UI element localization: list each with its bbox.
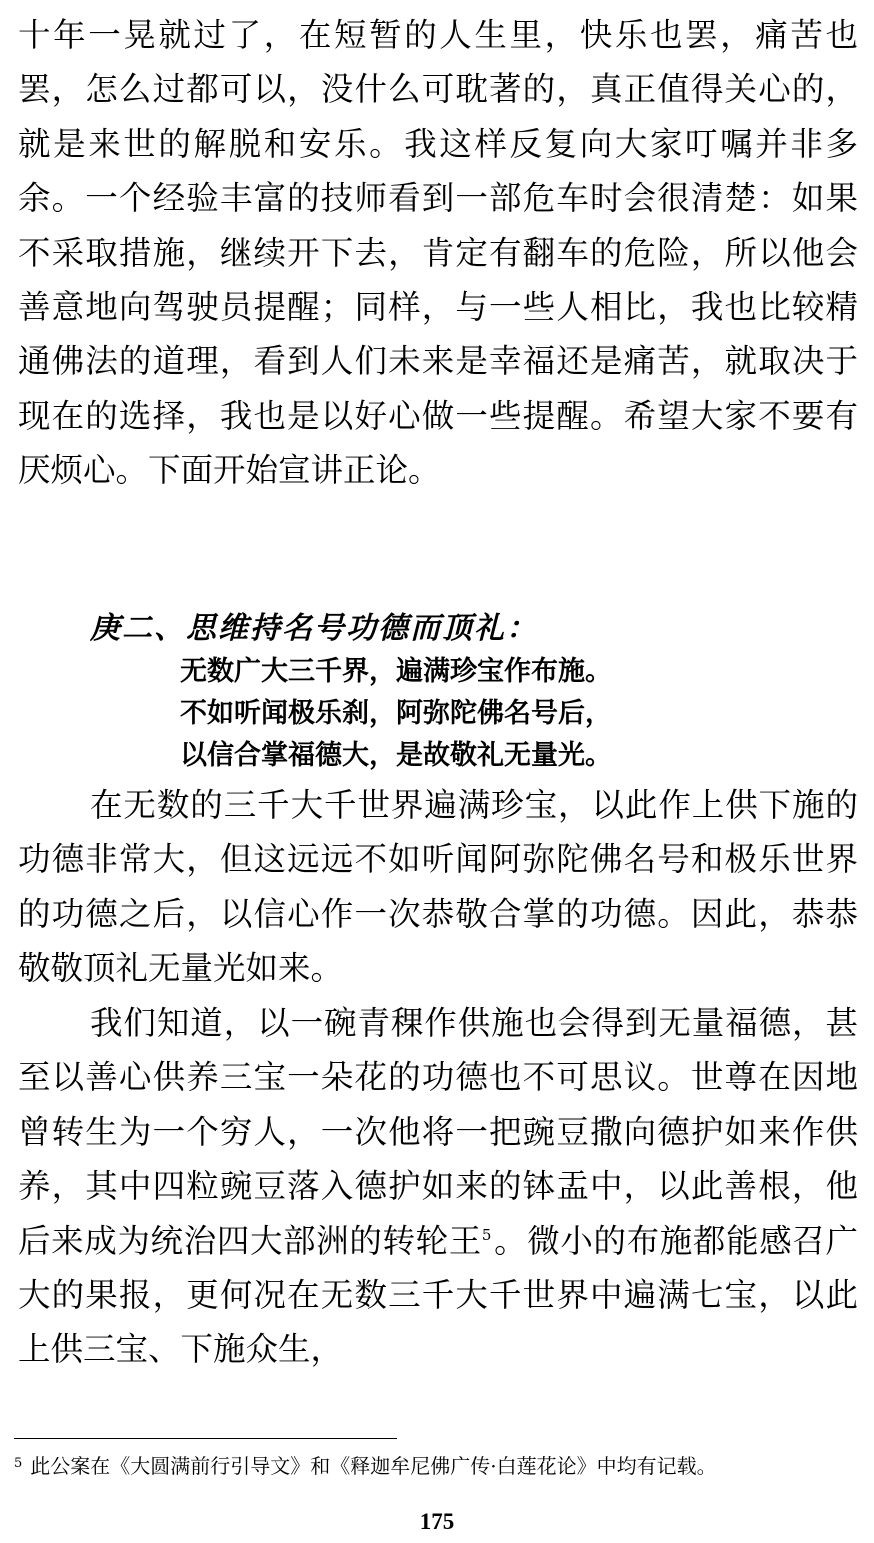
section-heading: 庚二、思维持名号功德而顶礼： bbox=[90, 611, 538, 646]
body-paragraph bbox=[18, 996, 858, 1377]
body-paragraph: 十年一晃就过了，在短暂的人生里，快乐也罢，痛苦也罢，怎么过都可以，没什么可耽著的，真正值得关心的，就是来世的解脱和安乐。我这样反复向大家叮嘱并非多余。一个经验丰富的技师看到一部危车时会很清楚：如果不采取措施，继续开下去，肯定有翻车的危险，所以他会善意地向驾驶员提醒；同样，与一些人相比，我也比较精通佛法的道理，看到人们未来是幸福还是痛苦，就取决于现在的选择，我也是以好心做一些提醒。希望大家不要有厌烦心。下面开始宣讲正论。 bbox=[18, 16, 858, 490]
paragraph-text: 我们知道，以一碗青稞作供施也会得到无量福德，甚至以善心供养三宝一朵花的功德也不可思议。世尊在因地曾转生为一个穷人，一次他将一把豌豆撒向德护如来作供养，其中四粒豌豆落入德护如来的钵盂中，以此善根，他后来成为统治四大部洲的转轮王 bbox=[18, 1004, 858, 1260]
footnote-reference[interactable]: 5 bbox=[481, 1225, 492, 1244]
body-paragraph: 在无数的三千大千世界遍满珍宝，以此作上供下施的功德非常大，但这远远不如听闻阿弥陀佛名号和极乐世界的功德之后，以信心作一次恭敬合掌的功德。因此，恭恭敬敬顶礼无量光如来。 bbox=[18, 786, 858, 988]
verse-block bbox=[180, 651, 612, 777]
paragraph-text: 。微小的布施都能感召广大的果报，更何况在无数三千大千世界中遍满七宝，以此上供三宝、下施众生， bbox=[18, 1221, 858, 1369]
footnote-number: 5 bbox=[14, 1456, 23, 1471]
footnote-divider bbox=[14, 1438, 397, 1439]
verse-line: 不如听闻极乐刹，阿弥陀佛名号后， bbox=[180, 698, 612, 729]
footnote-text: 此公案在《大圆满前行引导文》和《释迦牟尼佛广传·白莲花论》中均有记载。 bbox=[30, 1454, 717, 1478]
footnote bbox=[14, 1452, 717, 1480]
verse-line: 无数广大三千界，遍满珍宝作布施。 bbox=[180, 656, 612, 687]
page-number: 175 bbox=[419, 1509, 455, 1534]
verse-line: 以信合掌福德大，是故敬礼无量光。 bbox=[180, 740, 612, 771]
